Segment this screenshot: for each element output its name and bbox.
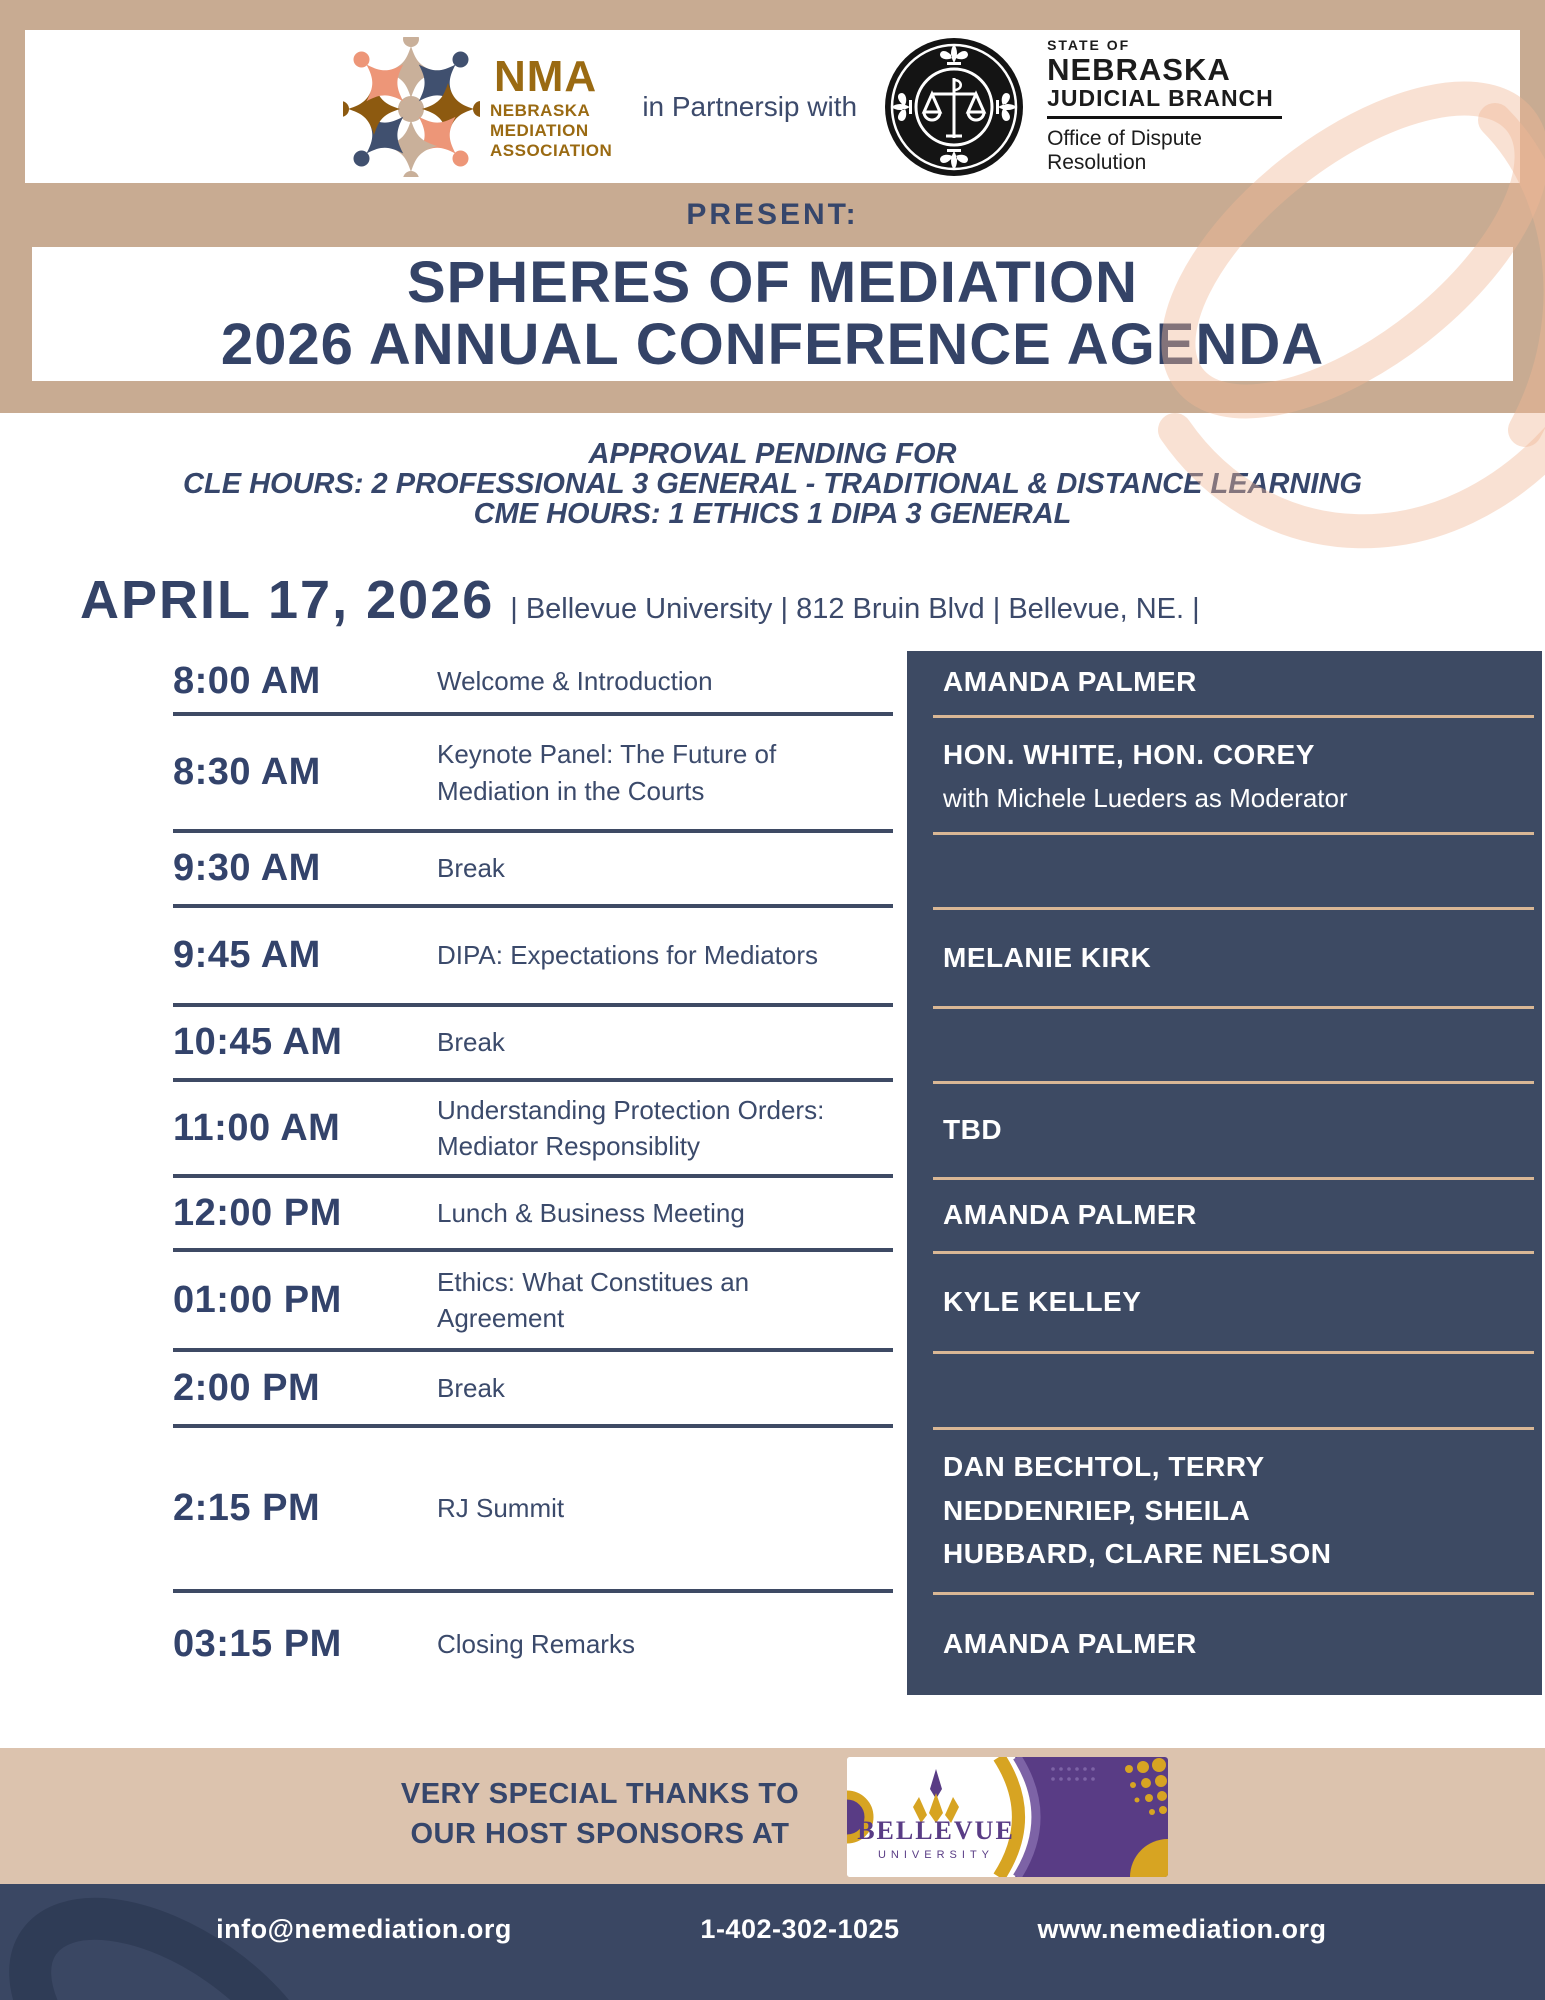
session-time: 11:00 AM	[173, 1106, 341, 1149]
speaker-cell	[907, 1352, 1542, 1428]
table-row	[173, 908, 893, 1007]
session-title: DIPA: Expectations for Mediators	[437, 940, 819, 971]
session-time: 9:30 AM	[173, 847, 321, 889]
session-title: Understanding Protection Orders: Mediator Responsiblity	[437, 1094, 825, 1161]
session-time: 12:00 PM	[173, 1191, 342, 1234]
nma-line3: ASSOCIATION	[490, 140, 613, 160]
table-row	[173, 1252, 893, 1352]
approval-line2: CLE HOURS: 2 PROFESSIONAL 3 GENERAL - TRADITIONAL & DISTANCE LEARNING	[183, 468, 1362, 500]
table-row	[173, 1082, 893, 1178]
title-box	[32, 247, 1513, 381]
session-title: Closing Remarks	[437, 1628, 635, 1659]
contact-website: www.nemediation.org	[1037, 1914, 1327, 1944]
njb-divider	[1047, 116, 1282, 119]
table-row	[173, 833, 893, 908]
speaker-name: MELANIE KIRK	[943, 941, 1152, 973]
partner-logos-box	[25, 30, 1520, 183]
njb-name: NEBRASKA	[1047, 52, 1231, 87]
njb-office-line1: Office of Dispute	[1047, 127, 1202, 150]
table-row	[173, 716, 893, 833]
nma-abbr: NMA	[494, 51, 598, 101]
session-title: Ethics: What Constitues an Agreement	[437, 1266, 750, 1333]
njb-office-line2: Resolution	[1047, 151, 1147, 174]
session-title: Break	[437, 1372, 505, 1403]
speaker-cell	[907, 908, 1542, 1007]
table-row	[173, 1593, 893, 1695]
speaker-cell	[907, 1007, 1542, 1082]
nma-wordmark	[490, 51, 613, 160]
speaker-name: TBD	[943, 1114, 1003, 1146]
speaker-cell	[907, 1428, 1542, 1593]
session-title: RJ Summit	[437, 1493, 565, 1524]
speaker-cell	[907, 1593, 1542, 1695]
table-row	[173, 1428, 893, 1593]
speaker-cell	[907, 1178, 1542, 1252]
njb-wordmark	[1047, 38, 1282, 175]
session-title: Lunch & Business Meeting	[437, 1197, 745, 1228]
speaker-cell	[907, 716, 1542, 833]
approval-line3: CME HOURS: 1 ETHICS 1 DIPA 3 GENERAL	[473, 498, 1072, 530]
event-date-row	[80, 569, 1545, 630]
session-time: 10:45 AM	[173, 1021, 343, 1063]
present-label: PRESENT:	[686, 198, 859, 231]
approval-line1: APPROVAL PENDING FOR	[588, 438, 957, 470]
nma-logo-icon	[343, 37, 480, 177]
session-time: 2:00 PM	[173, 1366, 321, 1409]
speaker-name: DAN BECHTOL, TERRY NEDDENRIEP, SHEILA HUBBARD, CLARE NELSON	[943, 1451, 1332, 1570]
page-title-line2: 2026 ANNUAL CONFERENCE AGENDA	[220, 312, 1325, 377]
agenda-table	[173, 651, 1545, 1695]
footer-band	[0, 1884, 1545, 2000]
event-venue: | Bellevue University | 812 Bruin Blvd | Bellevue, NE. |	[510, 593, 1200, 625]
table-row	[173, 651, 893, 716]
speaker-cell	[907, 651, 1542, 716]
njb-state-of: STATE OF	[1047, 37, 1131, 53]
njb-seal-icon	[883, 36, 1025, 178]
session-title: Welcome & Introduction	[437, 666, 713, 697]
speaker-cell	[907, 1252, 1542, 1352]
page-title-line1: SPHERES OF MEDIATION	[406, 250, 1139, 315]
session-time: 8:00 AM	[173, 660, 321, 702]
session-title: Break	[437, 1027, 505, 1058]
session-title: Keynote Panel: The Future of Mediation in the Courts	[437, 739, 777, 806]
speaker-name: HON. WHITE, HON. COREY	[943, 738, 1315, 770]
sponsor-band	[0, 1748, 1545, 1884]
agenda-times-column	[173, 651, 893, 1695]
sponsor-thanks-text	[385, 1774, 815, 1854]
contact-email: info@nemediation.org	[216, 1914, 512, 1944]
speaker-name: AMANDA PALMER	[943, 665, 1197, 697]
bellevue-subtitle-text: UNIVERSITY	[877, 1849, 995, 1861]
table-row	[173, 1007, 893, 1082]
partnership-text: in Partnersip with	[642, 90, 858, 122]
session-time: 8:30 AM	[173, 751, 321, 793]
speaker-note: with Michele Lueders as Moderator	[943, 783, 1348, 813]
speaker-name: AMANDA PALMER	[943, 1199, 1197, 1231]
njb-branch: JUDICIAL BRANCH	[1047, 85, 1274, 111]
bellevue-logo-icon	[847, 1757, 1168, 1877]
bellevue-name-text: BELLEVUE	[857, 1816, 1015, 1845]
nma-line1: NEBRASKA	[490, 100, 591, 120]
speaker-cell	[907, 833, 1542, 908]
session-time: 2:15 PM	[173, 1487, 321, 1529]
event-date: APRIL 17, 2026	[80, 570, 495, 630]
contact-phone: 1-402-302-1025	[700, 1914, 900, 1944]
logo-group	[343, 36, 1282, 178]
table-row	[173, 1352, 893, 1428]
session-title: Break	[437, 853, 505, 884]
speaker-name: KYLE KELLEY	[943, 1286, 1142, 1318]
sponsor-thanks-line2: OUR HOST SPONSORS AT	[410, 1818, 790, 1850]
nma-line2: MEDIATION	[490, 120, 589, 140]
session-time: 01:00 PM	[173, 1278, 342, 1321]
header-band	[0, 0, 1545, 413]
session-time: 9:45 AM	[173, 934, 321, 976]
bellevue-university-logo	[847, 1757, 1168, 1877]
sponsor-thanks-line1: VERY SPECIAL THANKS TO	[400, 1778, 800, 1810]
table-row	[173, 1178, 893, 1252]
speakers-panel	[907, 651, 1542, 1695]
speaker-name: AMANDA PALMER	[943, 1628, 1197, 1660]
approval-block	[0, 439, 1545, 529]
session-time: 03:15 PM	[173, 1622, 342, 1665]
speaker-cell	[907, 1082, 1542, 1178]
